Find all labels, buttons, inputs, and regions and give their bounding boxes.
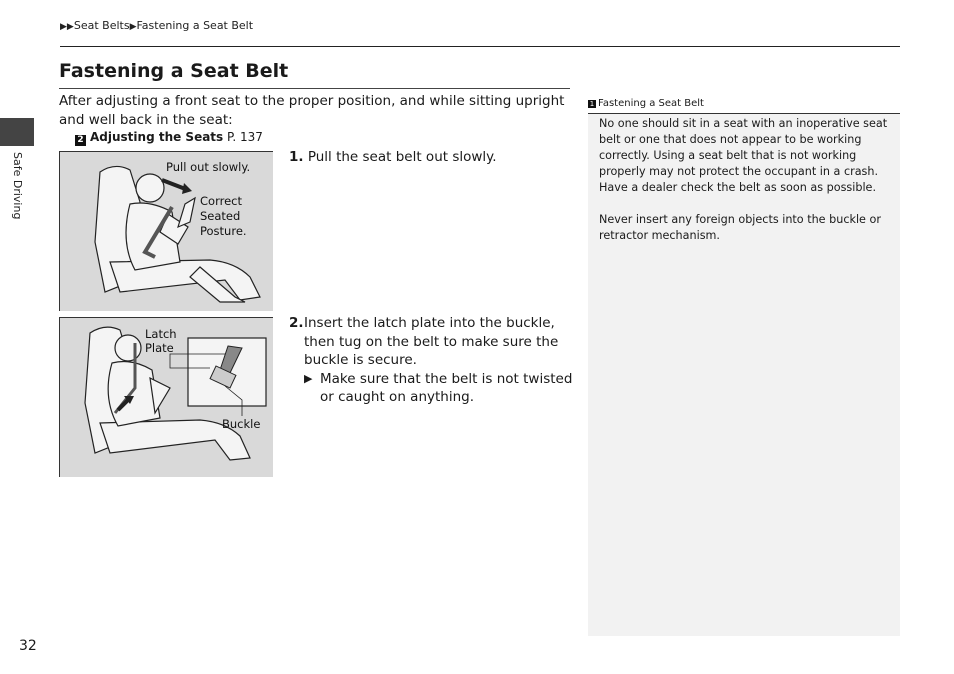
sidebar-paragraph-1: No one should sit in a seat with an inoperative seat belt or one that does not appear to be working correctly. Using a seat belt that is not working properly may not protect the occupant in a crash. Have a dealer check the belt as soon as possible. [599, 117, 888, 194]
cross-reference-label: Adjusting the Seats [90, 130, 224, 144]
title-rule [59, 88, 570, 89]
step-2-subtext: Make sure that the belt is not twisted or caught on anything. [320, 370, 573, 405]
step-2-number: 2. [289, 315, 304, 331]
step-2 [289, 314, 574, 407]
breadcrumb-parent-link[interactable]: Seat Belts [73, 19, 130, 32]
sidebar-heading [588, 96, 900, 114]
note-icon: 1 [589, 100, 595, 108]
breadcrumb-separator-icon: ▶ [129, 22, 137, 32]
sidebar-note [588, 96, 900, 636]
label-posture-line3: Posture. [200, 224, 247, 238]
step-2-substep [304, 370, 574, 407]
sidebar-body [599, 116, 891, 260]
cross-reference-icon: 2 [75, 135, 86, 146]
figure-pull-belt [59, 151, 273, 311]
page-title: Fastening a Seat Belt [59, 60, 289, 82]
step-1-text: Pull the seat belt out slowly. [307, 149, 497, 165]
substep-arrow-icon: ▶ [304, 371, 313, 385]
section-tab-marker [0, 118, 34, 146]
figure-insert-latch [59, 317, 273, 477]
cross-reference-link[interactable] [75, 130, 263, 146]
cross-reference-page: P. 137 [227, 130, 263, 144]
label-posture-line1: Correct [200, 194, 242, 208]
breadcrumb-current: Fastening a Seat Belt [136, 19, 254, 32]
breadcrumb [60, 19, 253, 32]
page-number: 32 [19, 638, 37, 654]
label-buckle: Buckle [222, 417, 261, 431]
step-2-text: Insert the latch plate into the buckle, then tug on the belt to make sure the buckle is secure. [304, 315, 559, 368]
label-latch-line2: Plate [145, 341, 174, 355]
label-posture-line2: Seated [200, 209, 241, 223]
label-pull-out: Pull out slowly. [166, 160, 251, 174]
label-latch-line1: Latch [145, 327, 177, 341]
sidebar-paragraph-2: Never insert any foreign objects into the buckle or retractor mechanism. [599, 213, 881, 242]
step-1 [289, 148, 574, 167]
breadcrumb-arrows-icon: ▶▶ [60, 22, 74, 32]
step-1-number: 1. [289, 149, 304, 165]
intro-text: After adjusting a front seat to the proper position, and while sitting upright and well back in the seat: [59, 93, 565, 128]
section-tab-label: Safe Driving [11, 152, 24, 220]
header-rule [60, 46, 900, 47]
sidebar-heading-text: Fastening a Seat Belt [598, 98, 704, 109]
